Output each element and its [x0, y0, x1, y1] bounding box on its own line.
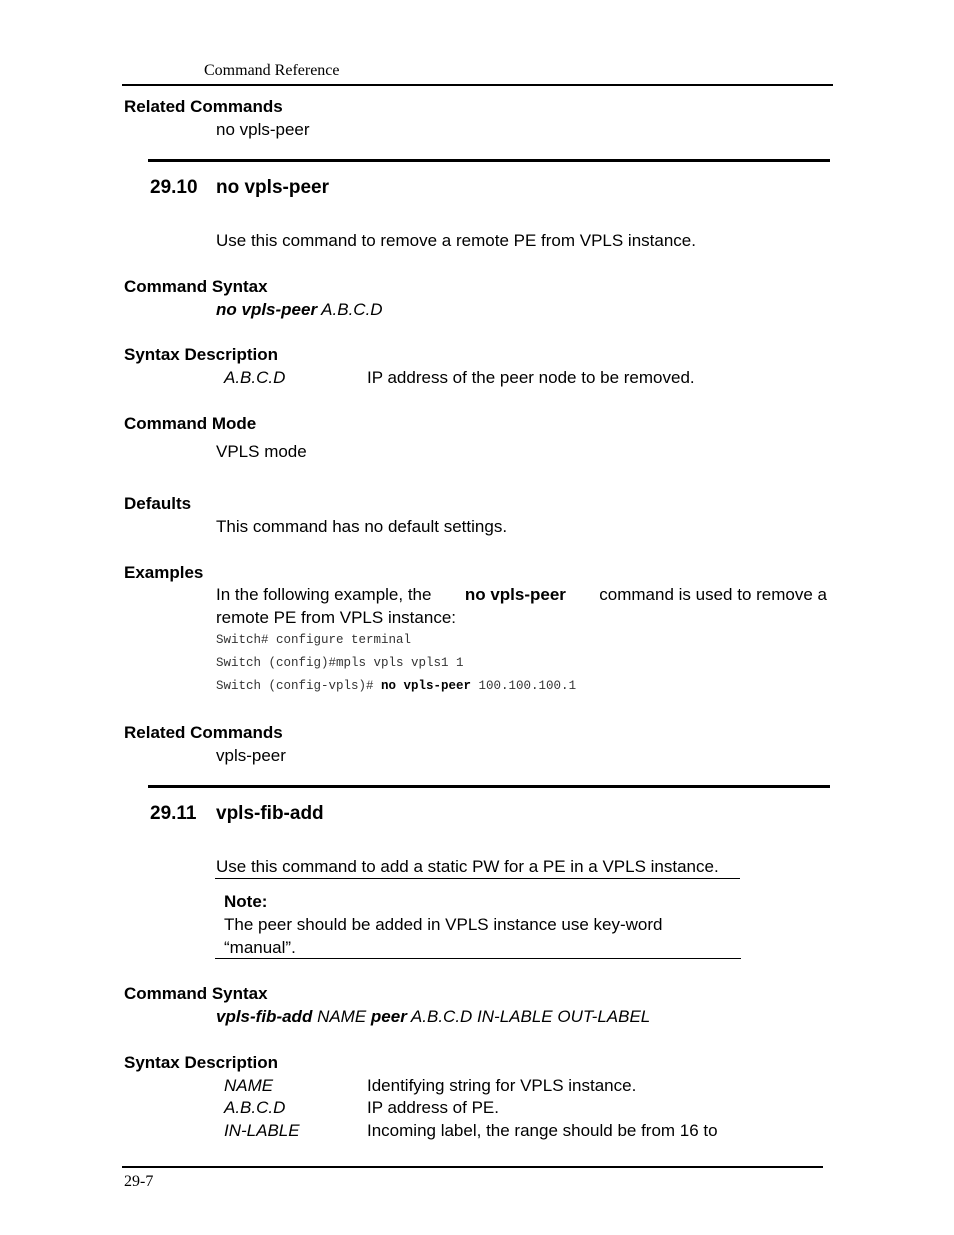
example-description-line2: remote PE from VPLS instance:: [216, 608, 456, 627]
syntax-param-description: Identifying string for VPLS instance.: [367, 1076, 637, 1095]
section-number: 29.10: [150, 177, 198, 198]
syntax-param-description: IP address of PE.: [367, 1098, 499, 1117]
command-syntax-heading: Command Syntax: [124, 984, 268, 1003]
example-text: command is used to remove a: [599, 585, 827, 604]
related-commands-heading: Related Commands: [124, 97, 283, 116]
syntax-param: IN-LABLE: [224, 1121, 300, 1140]
syntax-description-heading: Syntax Description: [124, 1053, 278, 1072]
note-text: “manual”.: [224, 938, 296, 957]
command-syntax: [216, 1007, 650, 1027]
syntax-param-description: IP address of the peer node to be removed.: [367, 368, 695, 387]
note-bottom-rule: [215, 958, 741, 959]
related-command: vpls-peer: [216, 746, 286, 765]
running-header: Command Reference: [204, 62, 340, 79]
code-line: Switch (config)#mpls vpls vpls1 1: [216, 656, 464, 670]
syntax-keyword: peer: [370, 1007, 407, 1026]
syntax-description-heading: Syntax Description: [124, 345, 278, 364]
section-intro: Use this command to remove a remote PE from VPLS instance.: [216, 231, 696, 250]
code-command: no vpls-peer: [381, 679, 472, 693]
code-line: [216, 679, 576, 693]
syntax-param-description: Incoming label, the range should be from 16 to: [367, 1121, 718, 1140]
example-description-line1: [216, 585, 827, 605]
command-syntax: [216, 300, 383, 320]
note-label: Note:: [224, 892, 268, 911]
command-mode-heading: Command Mode: [124, 414, 257, 433]
note-top-rule: [215, 878, 740, 879]
related-command: no vpls-peer: [216, 120, 310, 139]
section-rule: [148, 785, 830, 788]
command-syntax-heading: Command Syntax: [124, 277, 268, 296]
example-command: no vpls-peer: [464, 585, 566, 604]
related-commands-heading: Related Commands: [124, 723, 283, 742]
syntax-argument: NAME: [312, 1007, 371, 1026]
note-text: The peer should be added in VPLS instance use key-word: [224, 915, 663, 934]
defaults-heading: Defaults: [124, 494, 192, 513]
syntax-command: vpls-fib-add: [216, 1007, 313, 1026]
syntax-command: no vpls-peer: [216, 300, 318, 319]
page-number: 29-7: [124, 1173, 154, 1190]
syntax-param: A.B.C.D: [224, 1098, 286, 1117]
examples-heading: Examples: [124, 563, 204, 582]
code-argument: 100.100.100.1: [471, 679, 577, 693]
example-text: In the following example, the: [216, 585, 432, 604]
code-prompt: Switch (config-vpls)#: [216, 679, 382, 693]
syntax-argument: A.B.C.D: [317, 300, 383, 319]
section-intro: Use this command to add a static PW for a PE in a VPLS instance.: [216, 857, 719, 876]
header-rule: [122, 84, 833, 86]
section-number: 29.11: [150, 803, 197, 824]
syntax-param: NAME: [224, 1076, 274, 1095]
command-mode: VPLS mode: [216, 442, 307, 461]
defaults-text: This command has no default settings.: [216, 517, 508, 536]
code-line: Switch# configure terminal: [216, 633, 412, 647]
section-rule: [148, 159, 830, 162]
section-title: vpls-fib-add: [216, 803, 324, 824]
syntax-argument: A.B.C.D IN-LABLE OUT-LABEL: [406, 1007, 651, 1026]
syntax-param: A.B.C.D: [224, 368, 286, 387]
section-title: no vpls-peer: [216, 177, 329, 198]
footer-rule: [122, 1166, 823, 1168]
